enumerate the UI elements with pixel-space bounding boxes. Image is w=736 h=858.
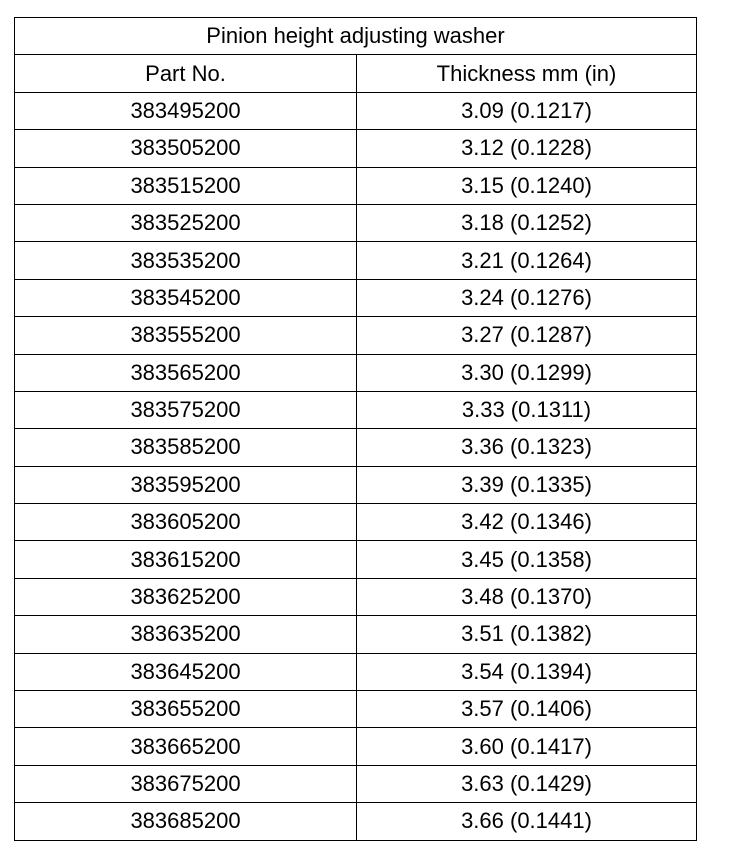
table-row [15, 317, 697, 354]
thickness-cell: 3.36 (0.1323) [357, 429, 697, 466]
table-row [15, 691, 697, 728]
table-row [15, 391, 697, 428]
table-row [15, 429, 697, 466]
header-part-no: Part No. [15, 55, 357, 92]
table-row [15, 130, 697, 167]
table-row [15, 92, 697, 129]
part-number-cell: 383535200 [15, 242, 357, 279]
thickness-cell: 3.27 (0.1287) [357, 317, 697, 354]
thickness-cell: 3.21 (0.1264) [357, 242, 697, 279]
part-number-cell: 383655200 [15, 691, 357, 728]
thickness-cell: 3.15 (0.1240) [357, 167, 697, 204]
part-number-cell: 383625200 [15, 578, 357, 615]
table-title-row [15, 18, 697, 55]
part-number-cell: 383615200 [15, 541, 357, 578]
part-number-cell: 383585200 [15, 429, 357, 466]
thickness-cell: 3.45 (0.1358) [357, 541, 697, 578]
part-number-cell: 383675200 [15, 765, 357, 802]
part-number-cell: 383505200 [15, 130, 357, 167]
header-thickness: Thickness mm (in) [357, 55, 697, 92]
table-row [15, 765, 697, 802]
part-number-cell: 383495200 [15, 92, 357, 129]
thickness-cell: 3.12 (0.1228) [357, 130, 697, 167]
part-number-cell: 383605200 [15, 504, 357, 541]
table-row [15, 204, 697, 241]
thickness-cell: 3.60 (0.1417) [357, 728, 697, 765]
table-row [15, 242, 697, 279]
table-row [15, 578, 697, 615]
table-head [15, 18, 697, 93]
table-row [15, 541, 697, 578]
part-number-cell: 383685200 [15, 803, 357, 840]
table-row [15, 167, 697, 204]
thickness-cell: 3.48 (0.1370) [357, 578, 697, 615]
thickness-cell: 3.33 (0.1311) [357, 391, 697, 428]
washer-table-container [14, 17, 696, 841]
table-body [15, 92, 697, 840]
thickness-cell: 3.51 (0.1382) [357, 616, 697, 653]
table-title: Pinion height adjusting washer [15, 18, 697, 55]
table-row [15, 616, 697, 653]
table-row [15, 354, 697, 391]
part-number-cell: 383635200 [15, 616, 357, 653]
thickness-cell: 3.54 (0.1394) [357, 653, 697, 690]
part-number-cell: 383545200 [15, 279, 357, 316]
thickness-cell: 3.57 (0.1406) [357, 691, 697, 728]
thickness-cell: 3.39 (0.1335) [357, 466, 697, 503]
thickness-cell: 3.66 (0.1441) [357, 803, 697, 840]
washer-table [14, 17, 697, 841]
thickness-cell: 3.42 (0.1346) [357, 504, 697, 541]
part-number-cell: 383645200 [15, 653, 357, 690]
thickness-cell: 3.63 (0.1429) [357, 765, 697, 802]
part-number-cell: 383575200 [15, 391, 357, 428]
table-row [15, 728, 697, 765]
part-number-cell: 383565200 [15, 354, 357, 391]
part-number-cell: 383525200 [15, 204, 357, 241]
table-row [15, 803, 697, 840]
thickness-cell: 3.09 (0.1217) [357, 92, 697, 129]
part-number-cell: 383665200 [15, 728, 357, 765]
table-header-row [15, 55, 697, 92]
part-number-cell: 383595200 [15, 466, 357, 503]
thickness-cell: 3.24 (0.1276) [357, 279, 697, 316]
part-number-cell: 383555200 [15, 317, 357, 354]
thickness-cell: 3.30 (0.1299) [357, 354, 697, 391]
table-row [15, 466, 697, 503]
thickness-cell: 3.18 (0.1252) [357, 204, 697, 241]
table-row [15, 653, 697, 690]
table-row [15, 504, 697, 541]
table-row [15, 279, 697, 316]
part-number-cell: 383515200 [15, 167, 357, 204]
